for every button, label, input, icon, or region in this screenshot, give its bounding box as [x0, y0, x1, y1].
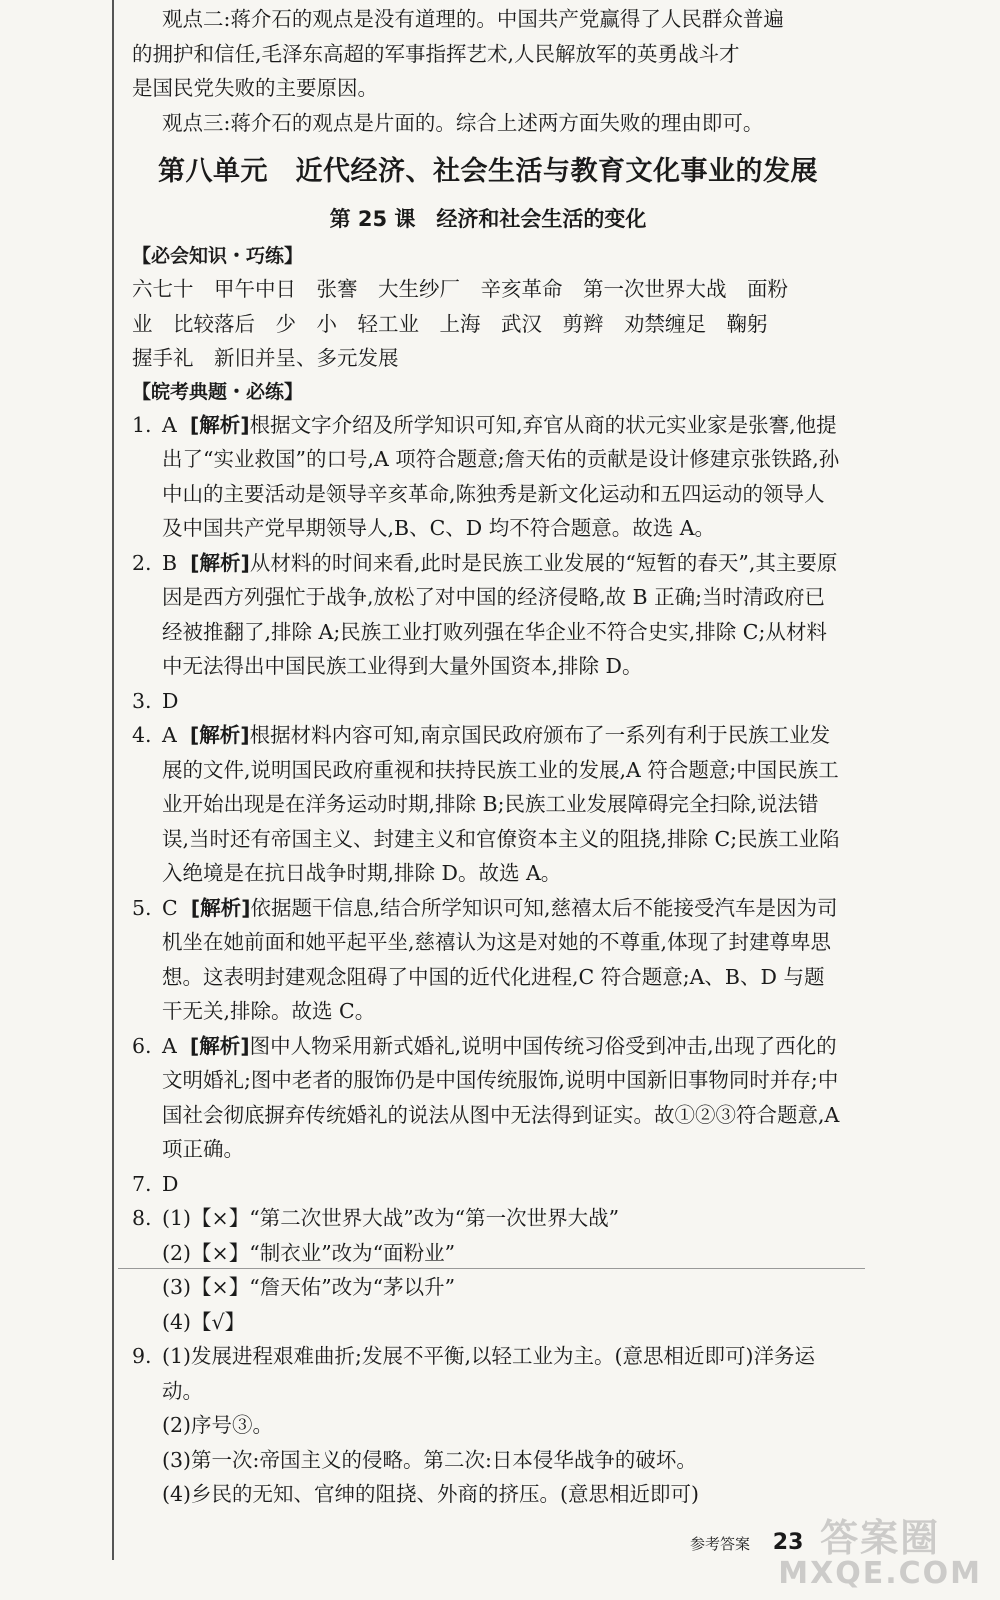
- analysis-text: 从材料的时间来看,此时是民族工业发展的“短暂的春天”,其主要原因是西方列强忙于战争,放松了对中国的经济侵略,故 B 正确;当时清政府已经被推翻了,排除 A;民族工业打败列强在华企业不符合史实,排除 C;从材料中无法得出中国民族工业得到大量外国资本,排除 D。: [162, 550, 838, 678]
- question-number: 2.: [132, 550, 152, 575]
- section-heading-knowledge: 【必会知识・巧练】: [132, 245, 304, 267]
- analysis-text: 根据材料内容可知,南京国民政府颁布了一系列有利于民族工业发展的文件,说明国民政府重视和扶持民族工业的发展,A 符合题意;中国民族工业开始出现是在洋务运动时期,排除 B;民族工业发展障碍完全扫除,说法错误,当时还有帝国主义、封建主义和官僚资本主义的阻挠,排除 C;民族工业陷入绝境是在抗日战争时期,排除 D。故选 A。: [162, 723, 840, 885]
- q9-item-3: (3)第一次:帝国主义的侵略。第二次:日本侵华战争的破坏。: [162, 1447, 697, 1472]
- question-number: 8.: [132, 1206, 152, 1230]
- question-5: [132, 891, 844, 1029]
- q8-item-4: (4)【√】: [162, 1309, 246, 1334]
- lesson-title: 第 25 课 经济和社会生活的变化: [329, 207, 647, 231]
- answer-content: [132, 2, 844, 1512]
- q8-item-1: (1)【×】“第二次世界大战”改为“第一次世界大战”: [162, 1206, 620, 1230]
- analysis-text: 图中人物采用新式婚礼,说明中国传统习俗受到冲击,出现了西化的文明婚礼;图中老者的服饰仍是中国传统服饰,说明中国新旧事物同时并存;中国社会彻底摒弃传统婚礼的说法从图中无法得到证实。故①②③符合题意,A 项正确。: [162, 1033, 840, 1161]
- analysis-tag: [解析]: [189, 412, 250, 437]
- terms-line3: 握手礼 新旧并呈、多元发展: [132, 346, 399, 370]
- answer-letter: A: [162, 1033, 177, 1058]
- q8-item-3: (3)【×】“詹天佑”改为“茅以升”: [162, 1275, 456, 1299]
- footer-label: 参考答案: [690, 1535, 751, 1553]
- answer-letter: A: [162, 723, 177, 747]
- binding-rule: [112, 0, 114, 1560]
- question-number: 9.: [132, 1344, 152, 1368]
- q9-item-4: (4)乡民的无知、官绅的阻挠、外商的挤压。(意思相近即可): [162, 1482, 700, 1506]
- answer-letter: C: [162, 895, 178, 920]
- terms-line2: 业 比较落后 少 小 轻工业 上海 武汉 剪辫 劝禁缠足 鞠躬: [132, 311, 768, 336]
- answer-letter: D: [162, 688, 179, 713]
- question-7: [132, 1167, 844, 1202]
- terms-line1: 六七十 甲午中日 张謇 大生纱厂 辛亥革命 第一次世界大战 面粉: [132, 277, 788, 301]
- analysis-tag: [解析]: [190, 550, 250, 575]
- view2-line3: 是国民党失败的主要原因。: [132, 76, 378, 100]
- question-number: 7.: [132, 1171, 152, 1196]
- question-2: [132, 546, 844, 684]
- watermark-title: 答案圈: [820, 1516, 941, 1560]
- analysis-text: 依据题干信息,结合所学知识可知,慈禧太后不能接受汽车是因为司机坐在她前面和她平起平坐,慈禧认为这是对她的不尊重,体现了封建尊卑思想。这表明封建观念阻碍了中国的近代化进程,C 符合题意;A、B、D 与题干无关,排除。故选 C。: [162, 895, 838, 1023]
- question-number: 3.: [132, 688, 152, 713]
- question-number: 5.: [132, 895, 152, 920]
- answer-letter: D: [162, 1171, 179, 1196]
- view3: 观点三:蒋介石的观点是片面的。综合上述两方面失败的理由即可。: [162, 110, 764, 135]
- site-watermark: [778, 1516, 982, 1592]
- question-4: [132, 718, 844, 891]
- question-number: 4.: [132, 723, 152, 747]
- question-3: [132, 684, 844, 719]
- q9-item-2: (2)序号③。: [162, 1413, 274, 1437]
- answer-letter: B: [162, 550, 178, 575]
- question-8: [132, 1201, 844, 1339]
- analysis-tag: [解析]: [189, 1033, 250, 1058]
- section-heading-exam: 【皖考典题・必练】: [132, 380, 304, 403]
- question-6: [132, 1029, 844, 1167]
- view2-line2: 的拥护和信任,毛泽东高超的军事指挥艺术,人民解放军的英勇战斗才: [132, 41, 740, 66]
- answer-letter: A: [162, 412, 177, 437]
- analysis-tag: [解析]: [190, 895, 251, 920]
- question-9: [132, 1339, 844, 1512]
- view2-line1: 观点二:蒋介石的观点是没有道理的。中国共产党赢得了人民群众普遍: [162, 7, 784, 31]
- analysis-text: 根据文字介绍及所学知识可知,弃官从商的状元实业家是张謇,他提出了“实业救国”的口号,A 项符合题意;詹天佑的贡献是设计修建京张铁路,孙中山的主要活动是领导辛亥革命,陈独秀是新文化运动和五四运动的领导人及中国共产党早期领导人,B、C、D 均不符合题意。故选 A。: [162, 412, 840, 540]
- q9-item-1: (1)发展进程艰难曲折;发展不平衡,以轻工业为主。(意思相近即可)洋务运动。: [162, 1344, 815, 1403]
- page-number: 23: [772, 1530, 804, 1555]
- analysis-tag: [解析]: [189, 723, 250, 747]
- unit-title: 第八单元 近代经济、社会生活与教育文化事业的发展: [158, 156, 818, 187]
- watermark-url: MXQE.COM: [778, 1556, 982, 1591]
- q8-item-2: (2)【×】“制衣业”改为“面粉业”: [162, 1240, 456, 1265]
- page-fold-line: [118, 1268, 865, 1269]
- question-number: 1.: [132, 412, 152, 437]
- question-number: 6.: [132, 1033, 152, 1058]
- question-1: [132, 408, 844, 546]
